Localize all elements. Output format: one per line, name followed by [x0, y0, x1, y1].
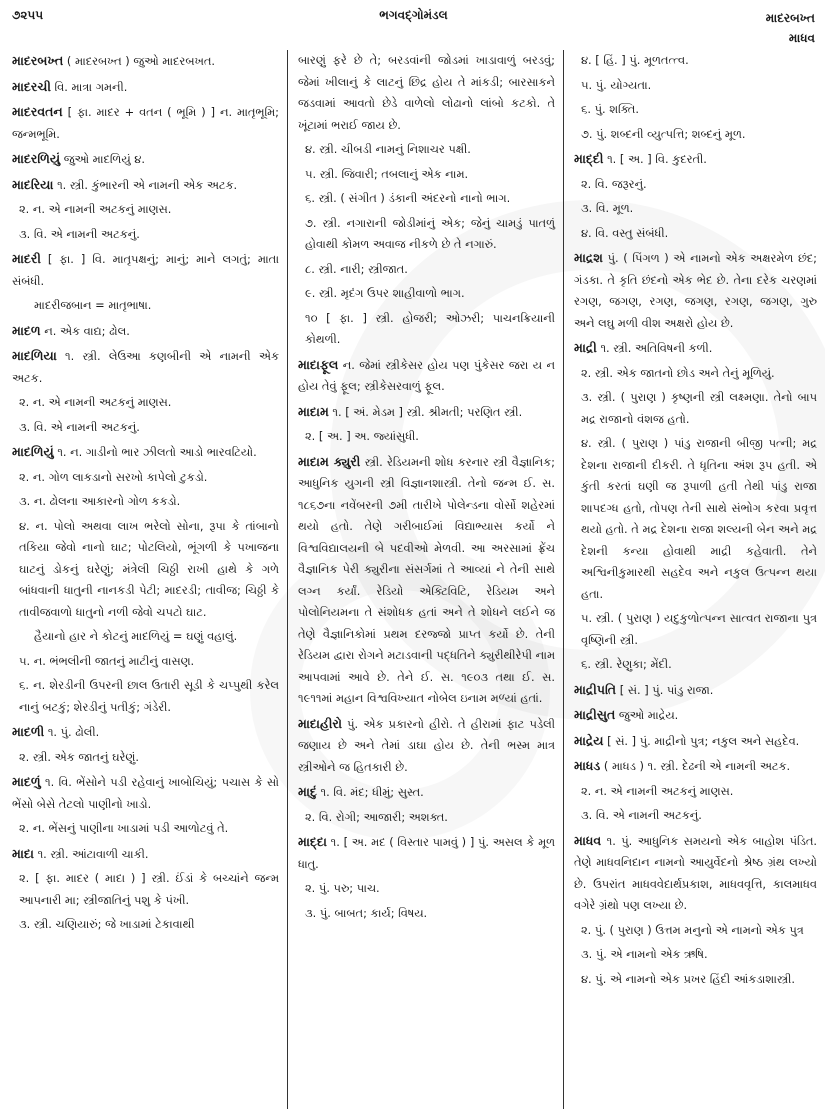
dictionary-entry: [12, 345, 279, 389]
definition-text: બારણું ફરે છે તે; બરડવાંની જોડમાં ખાડાવાળું બરડવું; જેમાં ખીલાનું કે લાટનું છિદ્ર હોય તે માંકડી; બારસાકને જડવામાં આવતો છેડે વાળેલો લોઢાનો લાંબો કટકો. તે ખૂંટામાં ભરાઈ જાય છે.: [298, 53, 555, 132]
entry-sense: [574, 920, 817, 942]
definition-text: ૨. સ્ત્રી. એક જાતનું ઘરેણું.: [19, 749, 139, 764]
definition-text: ૫. ન. ભંભલીની જાતનું માટીનું વાસણ.: [19, 653, 195, 668]
entry-sense: [298, 807, 555, 829]
headword: માદળિયા: [12, 348, 57, 363]
dictionary-entry: [12, 101, 279, 145]
entry-sense: [12, 224, 279, 246]
entry-sense: [298, 426, 555, 448]
definition-text: ૨. પું. ( પુરાણ ) ઉત્તમ મનુનો એ નામનો એક પુત્ર: [581, 922, 804, 937]
headword: માદરી: [12, 251, 41, 266]
headword: માદરળિયું: [12, 151, 61, 166]
dictionary-entry: [12, 248, 279, 292]
column-3: [564, 50, 817, 1109]
entry-sense: [574, 99, 817, 121]
definition-text: ૬. સ્ત્રી. ( સંગીત ) ડંકાની અંદરનો નાનો ભાગ.: [305, 191, 511, 205]
definition-text: ૨. ન. એ નામની અટકનું માણસ.: [19, 202, 172, 216]
definition-text: ૨. સ્ત્રી. એક જાતનો છોડ અને તેનું મૂળિયું.: [581, 365, 775, 380]
definition-text: ૧૦ [ ફા. ] સ્ત્રી. હોજરી; ઓઝરી; પાચનક્રિયાની કોથળી.: [305, 310, 555, 346]
definition-text: ૪. સ્ત્રી. ચીબડી નામનું નિશાચર પક્ષી.: [305, 142, 471, 156]
dictionary-entry: [12, 148, 279, 171]
definition-text: ૨. ન. ગોળ લાકડાનો સરખો કાપેલો ટુકડો.: [19, 469, 208, 484]
dictionary-entry: [574, 148, 817, 171]
entry-sense: [574, 654, 817, 676]
dictionary-entry: [298, 354, 555, 398]
definition-text: ન. જેમાં સ્ત્રીકેસર હોય પણ પુંકેસર જરા ય ન હોય તેવું ફૂલ; સ્ત્રીકેસરવાળું ફૂલ.: [298, 357, 555, 393]
headword: માદરબખ્ત: [12, 53, 64, 68]
definition-text: ૩. સ્ત્રી. ( પુરાણ ) કૃષ્ણની સ્ત્રી લક્ષ્મણા. તેનો બાપ મદ્ર રાજાનો વંશજ હતો.: [581, 390, 817, 426]
definition-text: ( માદરબખ્ત ) જુઓ માદરબખત.: [63, 54, 215, 68]
definition-text: ૨. વિ. રોગી; આજારી; અશક્ત.: [305, 809, 448, 824]
definition-text: ૨. ન. ભેંસનું પાણીના ખાડામાં પડી આળોટવું તે.: [19, 821, 229, 835]
definition-text: ૨. ન. એ નામની અટકનું માણસ.: [19, 395, 172, 409]
definition-text: ૧. સ્ત્રી. અતિવિષની કળી.: [596, 341, 713, 355]
book-title: ભગવદ્ગોમંડલ: [379, 8, 448, 22]
definition-text: ૪. ન. પોલો અથવા લાખ ભરેલો સોના, રૂપા કે તાંબાનો તકિયા જેવો નાનો ઘાટ; પોટલિયો, ભૂંગળી કે પખાજના ઘાટનું ડોકનું ઘરેણું; મંત્રેલી ચિઠ્ઠી રાખી હાથે કે ગળે બાંધવાની ધાતુની નાનકડી પેટી; માદરડી; તાવીજ; ચિઠ્ઠી કે તાવીજવાળો ધાતુનો નળી જેવો ચપટો ઘાટ.: [19, 518, 279, 619]
definition-text: ૪. સ્ત્રી. ( પુરાણ ) પાંડુ રાજાની બીજી પત્ની; મદ્ર દેશના રાજાની દીકરી. તે ધૃતિના અંશ રૂપ હતી. એ કુંતી કરતાં ઘણી જ રૂપાળી હતી તેથી પાંડુ રાજા શાપદગ્ધ હતો, તોપણ તેની સાથે સંભોગ કરવા પ્રવૃત્ત થયો હતો. તે મદ્ર દેશના રાજા શલ્યની બેન અને મદ્ર દેશની કન્યા હોવાથી માદ્રી કહેવાતી. તેને અશ્વિનીકુમારથી સહદેવ અને નકુલ ઉત્પન્ન થયા હતા.: [581, 436, 817, 601]
entry-sense: [574, 363, 817, 385]
definition-text: જુઓ માદ્રેય.: [615, 708, 679, 722]
headword: માદરચી: [12, 78, 51, 94]
dictionary-entry: [574, 730, 817, 753]
definition-text: માદરીજબાન = માતૃભાષા.: [34, 298, 152, 312]
dictionary-columns: [12, 50, 817, 1109]
entry-sense: [12, 626, 279, 648]
entry-sense: [298, 164, 555, 186]
definition-text: સ્ત્રી. રેડિયમની શોધ કરનાર સ્ત્રી વૈજ્ઞાનિક; આધુનિક યુગની સ્ત્રી વિજ્ઞાનશાસ્ત્રી. તેનો જન્મ ઈ. સ. ૧૮૬૭ના નવેંબરની ૭મી તારીખે પોલેન્ડના વોર્સો શહેરમાં થયો હતો. તેણે ગરીબાઈમાં વિદ્યાભ્યાસ કર્યો ને વિશ્વવિદ્યાલયની બે પદવીઓ મેળવી. આ અરસામાં ફ્રેંચ વૈજ્ઞાનિક પેરી ક્યુરીના સંસર્ગમાં તે આવ્યાં ને તેની સાથે લગ્ન કર્યાં. રેડિયો એક્ટિવિટિ, રેડિયમ અને પોલોનિયમના તે સંશોધક હતાં અને તે શોધને લઈને જ તેણે વૈજ્ઞાનિકોમાં પ્રથમ દરજ્જો પ્રાપ્ત કર્યો છે. તેની રેડિયમ દ્વારા રોગને મટાડવાની પદ્ધતિને ક્યુરીથીરેપી નામ આપવામાં આવે છે. તેને ઈ. સ. ૧૯૦૩ તથા ઈ. સ. ૧૯૧૧માં મહાન વિશ્વવિખ્યાત નોબેલ ઇનામ મળ્યાં હતાં.: [298, 454, 556, 705]
entry-sense: [298, 259, 555, 281]
definition-text: ૧. પું. ઢોલી.: [44, 725, 100, 739]
headword: માદા: [12, 845, 34, 861]
entry-sense: [12, 651, 279, 673]
definition-text: ૩. સ્ત્રી. ચણિયારું; જે ખાડામાં ટેકાવાથી: [19, 917, 195, 931]
entry-sense: [12, 747, 279, 769]
entry-sense: [574, 124, 817, 146]
definition-text: ૩. વિ. એ નામની અટકનું.: [19, 419, 140, 434]
dictionary-entry: [12, 76, 279, 99]
definition-text: ૧. વિ. મંદ; ધીમું; સુસ્ત.: [316, 785, 424, 799]
entry-sense: [298, 139, 555, 161]
entry-sense: [12, 491, 279, 513]
definition-text: ( માધડ ) ૧. સ્ત્રી. દેઢની એ નામની અટક.: [600, 759, 791, 773]
dictionary-entry: [298, 401, 555, 424]
headword: માદ્રી: [574, 340, 597, 355]
guide-word-first: માદરબખ્ત: [765, 11, 815, 25]
definition-text: ૬. ન. શેરડીની ઉપરની છાલ ઉતારી સૂડી કે ચપ્પુથી કરેલ નાનું બટકું; શેરડીનું પતીકું; ગંડેરી.: [19, 678, 279, 714]
definition-text: ૧. પું. આધુનિક સમયનો એક બાહોશ પંડિત. તેણે માધવનિદાન નામનો આયુર્વેદનો શ્રેષ્ઠ ગ્રંથ લખ્યો છે. ઉપરાંત માધવવેદાર્થપ્રકાશ, માધવવૃત્તિ, કાલમાધવ વગેરે ગ્રંથો પણ લખ્યા છે.: [574, 833, 817, 912]
entry-sense: [574, 608, 817, 651]
definition-text: ૨. વિ. જરૂરનું.: [581, 176, 647, 191]
definition-text: ૧. વિ. ભેંસોને પડી રહેવાનું ખાબોચિયું; પચાસ કે સો ભેંસો બેસે તેટલો પાણીનો ખાડો.: [12, 775, 279, 811]
headword: માદરવતન: [12, 104, 63, 119]
definition-text: ૨. [ ફા. માદર ( માદા ) ] સ્ત્રી. ઈંડાં કે બચ્ચાંને જન્મ આપનારી મા; સ્ત્રીજાતિનું પશુ કે પંખી.: [19, 871, 279, 907]
guide-word-last: માધવ: [788, 31, 815, 45]
dictionary-entry: [574, 704, 817, 727]
headword: માદળિયું: [12, 444, 54, 459]
headword: માદું: [298, 784, 317, 799]
definition-text: પું. એક પ્રકારનો હીરો. તે હીરામાં ફાટ પડેલી જણાય છે અને તેમાં ડાઘા હોય છે. તેની ભસ્મ માત્ર સ્ત્રીઓને જ હિતકારી છે.: [298, 716, 555, 774]
entry-sense: [574, 198, 817, 220]
page-header: [12, 8, 815, 48]
entry-sense: [12, 516, 279, 624]
definition-text: ૪. [ હિં. ] પું. મૂળતત્ત્વ.: [581, 53, 689, 67]
definition-text: ૬. સ્ત્રી. રેણુકા; મેંદી.: [581, 657, 672, 671]
definition-text: ૧. [ અં. મેડમ ] સ્ત્રી. શ્રીમતી; પરણિત સ્ત્રી.: [328, 404, 523, 419]
entry-sense: [298, 50, 555, 136]
entry-sense: [574, 944, 817, 966]
dictionary-entry: [574, 247, 817, 334]
page-number: ૭૨૫૫: [12, 8, 44, 22]
entry-sense: [12, 199, 279, 221]
entry-sense: [12, 392, 279, 414]
definition-text: ૩. વિ. એ નામની અટકનું.: [581, 808, 702, 822]
headword: માદ્રીપતિ: [574, 681, 617, 697]
dictionary-entry: [12, 50, 279, 73]
entry-sense: [574, 387, 817, 430]
dictionary-entry: [574, 337, 817, 360]
dictionary-entry: [12, 843, 279, 866]
guide-words: [766, 8, 815, 48]
entry-sense: [574, 969, 817, 991]
definition-text: વિ. માત્રા ગમની.: [50, 79, 128, 94]
definition-text: ૮. સ્ત્રી. નારી; સ્ત્રીજાત.: [305, 261, 408, 276]
entry-sense: [574, 223, 817, 245]
headword: માદળું: [12, 774, 41, 789]
dictionary-entry: [298, 831, 555, 875]
column-2: [288, 50, 564, 1109]
definition-text: ૨. ન. એ નામની અટકનું માણસ.: [581, 783, 734, 798]
definition-text: ૩. વિ. એ નામની અટકનું.: [19, 226, 140, 241]
dictionary-entry: [12, 320, 279, 343]
definition-text: [ સં. ] પું. પાંડુ રાજા.: [616, 682, 714, 697]
definition-text: [ સં. ] પું. માદ્રીનો પુત્ર; નકુલ અને સહદેવ.: [603, 733, 800, 748]
headword: માદ્રીસુત: [574, 707, 616, 722]
dictionary-entry: [574, 755, 817, 778]
definition-text: ૩. ન. ઢોલના આકારનો ગોળ કકડો.: [19, 494, 181, 508]
headword: માધવ: [574, 832, 602, 848]
definition-text: ૧. [ અ. મદ ( વિસ્તાર પામવું ) ] પું. અસલ કે મૂળ ધાતુ.: [298, 835, 555, 871]
definition-text: ૫. સ્ત્રી. ( પુરાણ ) યદુકુળોત્પન્ન સાત્વત રાજાના પુત્ર વૃષ્ણિની સ્ત્રી.: [581, 611, 817, 647]
definition-text: ૬. પું. શક્તિ.: [581, 102, 639, 116]
entry-sense: [298, 283, 555, 305]
definition-text: ૩. પું. એ નામનો એક ઋષિ.: [581, 947, 708, 961]
definition-text: ૨. પું. પરુ; પાચ.: [305, 881, 380, 895]
headword: માદાહીરો: [298, 715, 342, 731]
definition-text: ૧. [ અ. ] વિ. કુદરતી.: [603, 152, 707, 166]
definition-text: હૈયાનો હાર ને કોટનું માદળિયું = ઘણું વહાલું.: [34, 629, 238, 643]
definition-text: ન. એક વાદ્ય; ઢોલ.: [40, 323, 130, 338]
definition-text: ૫. પું. યોગ્યતા.: [581, 77, 652, 92]
headword: માદળ: [12, 322, 41, 338]
headword: માદાફૂલ: [298, 356, 339, 372]
headword: માદરિયા: [12, 176, 54, 192]
dictionary-entry: [574, 830, 817, 917]
entry-sense: [574, 781, 817, 803]
dictionary-entry: [12, 721, 279, 744]
definition-text: ૧. સ્ત્રી. લેઉઆ કણબીની એ નામની એક અટક.: [12, 349, 279, 385]
entry-sense: [298, 188, 555, 210]
definition-text: ૨. [ અ. ] અ. જ્યાંસુધી.: [305, 429, 419, 443]
dictionary-entry: [298, 451, 555, 710]
definition-text: પું. ( પિંગળ ) એ નામનો એક અક્ષરમેળ છંદ; ગંડકા. તે કૃતિ છંદનો એક ભેદ છે. તેના દરેક ચરણમાં રગણ, જગણ, રગણ, જગણ, રગણ, જગણ, ગુરુ અને લઘુ મળી વીશ અક્ષરો હોય છે.: [574, 251, 817, 330]
definition-text: [ ફા. ] વિ. માતૃપક્ષનું; માનું; માને લગતું; માતા સંબંધી.: [12, 252, 279, 288]
entry-sense: [298, 878, 555, 900]
entry-sense: [12, 675, 279, 718]
entry-sense: [12, 295, 279, 317]
entry-sense: [574, 805, 817, 827]
entry-sense: [298, 213, 555, 256]
headword: માદ્રેય: [574, 732, 604, 748]
column-1: [12, 50, 288, 1109]
definition-text: ૪. વિ. વસ્તુ સંબંધી.: [581, 225, 669, 240]
dictionary-entry: [12, 771, 279, 815]
entry-sense: [12, 914, 279, 936]
definition-text: [ ફા. માદર + વતન ( ભૂમિ ) ] ન. માતૃભૂમિ; જન્મભૂમિ.: [12, 105, 279, 141]
definition-text: ૫. સ્ત્રી. જિવારી; તબલાનું એક નામ.: [305, 166, 469, 181]
entry-sense: [574, 50, 817, 72]
dictionary-entry: [574, 679, 817, 702]
headword: માદામ ક્યુરી: [298, 453, 361, 469]
headword: માદ્દી: [574, 151, 604, 166]
definition-text: ૧. સ્ત્રી. આંટાવાળી ચાકી.: [33, 846, 149, 861]
definition-text: ૩. પું. બાબત; કાર્ય; વિષય.: [305, 905, 428, 920]
definition-text: ૩. વિ. મૂળ.: [581, 201, 634, 215]
headword: માદળી: [12, 724, 45, 739]
headword: માદ્દા: [298, 834, 327, 849]
headword: માધડ: [574, 758, 601, 773]
entry-sense: [574, 174, 817, 196]
dictionary-entry: [12, 441, 279, 464]
entry-sense: [298, 308, 555, 351]
definition-text: ૧. સ્ત્રી. કુંભારની એ નામની એક અટક.: [53, 177, 238, 192]
definition-text: ૪. પું. એ નામનો એક પ્રખર હિંદી આંકડાશાસ્ત્રી.: [581, 971, 795, 986]
dictionary-entry: [298, 713, 555, 779]
definition-text: ૯. સ્ત્રી. મૃદંગ ઉપર શાહીવાળો ભાગ.: [305, 286, 465, 300]
entry-sense: [12, 417, 279, 439]
entry-sense: [574, 433, 817, 605]
entry-sense: [574, 75, 817, 97]
headword: માદ્રશ: [574, 250, 603, 265]
dictionary-entry: [12, 174, 279, 197]
entry-sense: [12, 818, 279, 840]
entry-sense: [12, 868, 279, 911]
headword: માદામ: [298, 403, 329, 419]
dictionary-entry: [298, 781, 555, 804]
definition-text: ૭. સ્ત્રી. નગારાની જોડીમાંનું એક; જેનું ચામડું પાતળું હોવાથી કોમળ અવાજ નીકળે છે તે નગારું.: [305, 215, 555, 251]
entry-sense: [298, 903, 555, 925]
definition-text: ૭. પું. શબ્દની વ્યુત્પત્તિ; શબ્દનું મૂળ.: [581, 126, 746, 141]
entry-sense: [12, 467, 279, 489]
definition-text: ૧. ન. ગાડીનો ભાર ઝીલતો આડો ભારવટિયો.: [53, 445, 257, 459]
definition-text: જુઓ માદળિયું ૪.: [60, 152, 145, 166]
